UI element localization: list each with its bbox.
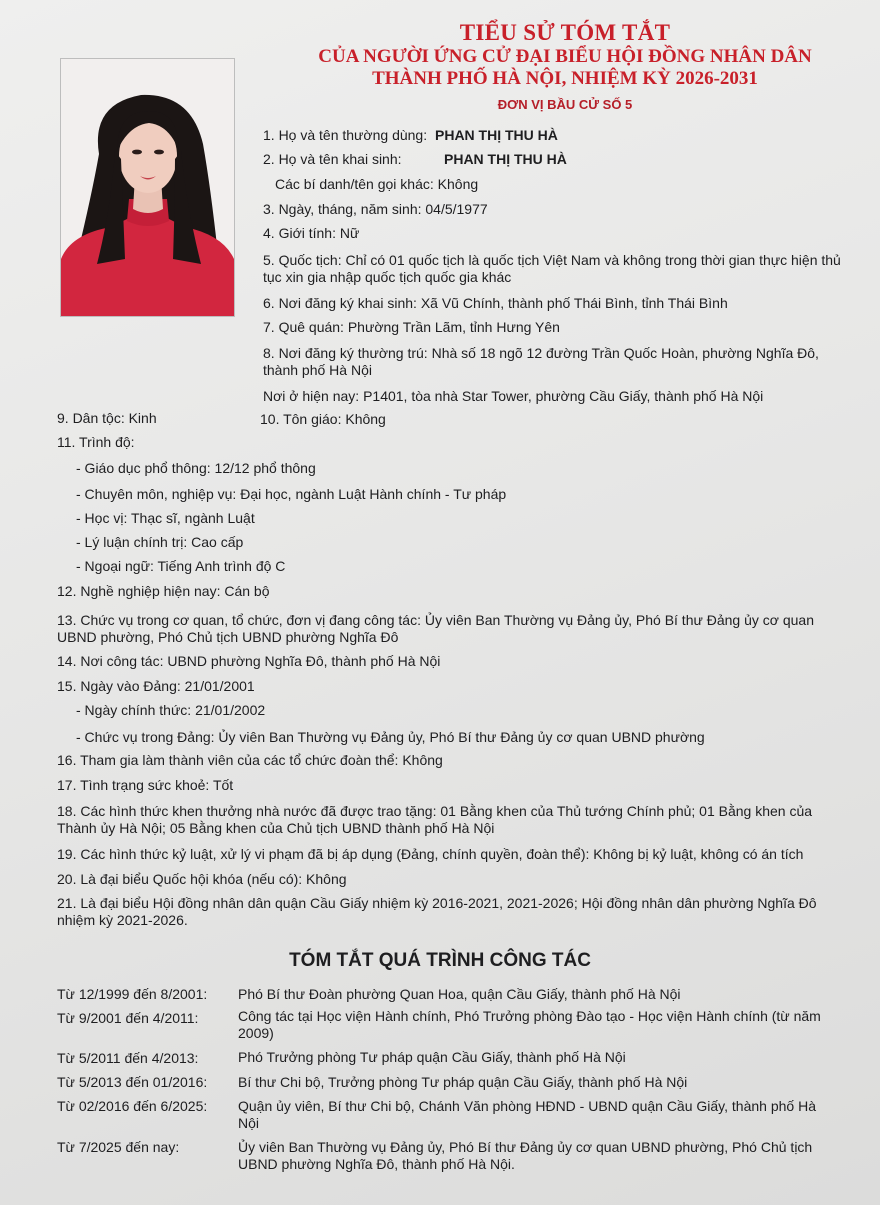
edu-degree: - Học vị: Thạc sĩ, ngành Luật	[76, 510, 255, 526]
common-name-label: 1. Họ và tên thường dùng:	[263, 127, 428, 143]
item-5: 5. Quốc tịch: Chỉ có 01 quốc tịch là quốc tịch Việt Nam và không trong thời gian thực hiện thủ tục xin gia nhập quốc tịch quốc gia khác	[263, 252, 841, 285]
item-3: 3. Ngày, tháng, năm sinh: 04/5/1977	[263, 201, 488, 217]
party-position: - Chức vụ trong Đảng: Ủy viên Ban Thường vụ Đảng ủy, Phó Bí thư Đảng ủy cơ quan UBND phường	[76, 729, 705, 745]
item-11: 11. Trình độ:	[57, 434, 135, 450]
item-1	[263, 127, 558, 144]
item-7: 7. Quê quán: Phường Trần Lãm, tỉnh Hưng Yên	[263, 319, 560, 335]
birth-name-label: 2. Họ và tên khai sinh:	[263, 151, 402, 167]
item-12: 12. Nghề nghiệp hiện nay: Cán bộ	[57, 583, 270, 599]
item-2	[263, 151, 567, 168]
work-period: Từ 9/2001 đến 4/2011:	[57, 1010, 199, 1026]
edu-politics: - Lý luận chính trị: Cao cấp	[76, 534, 244, 550]
item-21: 21. Là đại biểu Hội đồng nhân dân quận Cầu Giấy nhiệm kỳ 2016-2021, 2021-2026; Hội đồng nhân dân phường Nghĩa Đô nhiệm kỳ 2021-2026.	[57, 895, 817, 928]
work-period: Từ 7/2025 đến nay:	[57, 1139, 180, 1155]
document-subtitle-1: CỦA NGƯỜI ỨNG CỬ ĐẠI BIỂU HỘI ĐỒNG NHÂN DÂN	[318, 46, 812, 67]
work-description: Công tác tại Học viện Hành chính, Phó Trưởng phòng Đào tạo - Học viện Hành chính (từ năm 2009)	[238, 1008, 821, 1041]
item-6: 6. Nơi đăng ký khai sinh: Xã Vũ Chính, thành phố Thái Bình, tỉnh Thái Bình	[263, 295, 728, 311]
item-14: 14. Nơi công tác: UBND phường Nghĩa Đô, thành phố Hà Nội	[57, 653, 441, 669]
common-name-value: PHAN THỊ THU HÀ	[435, 127, 558, 143]
work-period: Từ 02/2016 đến 6/2025:	[57, 1098, 208, 1114]
edu-general: - Giáo dục phổ thông: 12/12 phổ thông	[76, 460, 316, 476]
item-9: 9. Dân tộc: Kinh	[57, 410, 157, 426]
item-8: 8. Nơi đăng ký thường trú: Nhà số 18 ngõ 12 đường Trần Quốc Hoàn, phường Nghĩa Đô, thành phố Hà Nội	[263, 345, 819, 378]
current-residence: Nơi ở hiện nay: P1401, tòa nhà Star Tower, phường Cầu Giấy, thành phố Hà Nội	[263, 388, 764, 404]
work-description: Phó Bí thư Đoàn phường Quan Hoa, quận Cầu Giấy, thành phố Hà Nội	[238, 986, 681, 1002]
work-period: Từ 5/2013 đến 01/2016:	[57, 1074, 208, 1090]
item-19: 19. Các hình thức kỷ luật, xử lý vi phạm đã bị áp dụng (Đảng, chính quyền, đoàn thể): Không bị kỷ luật, không có án tích	[57, 846, 804, 862]
item-4: 4. Giới tính: Nữ	[263, 225, 360, 241]
work-description: Ủy viên Ban Thường vụ Đảng ủy, Phó Bí thư Đảng ủy cơ quan UBND phường, Phó Chủ tịch UBND phường Nghĩa Đô, thành phố Hà Nội.	[238, 1139, 813, 1172]
work-period: Từ 12/1999 đến 8/2001:	[57, 986, 208, 1002]
portrait-photo	[60, 58, 235, 317]
work-history-title: TÓM TẮT QUÁ TRÌNH CÔNG TÁC	[289, 950, 591, 971]
document-subtitle-2: THÀNH PHỐ HÀ NỘI, NHIỆM KỲ 2026-2031	[372, 68, 758, 89]
item-16: 16. Tham gia làm thành viên của các tổ chức đoàn thể: Không	[57, 752, 443, 768]
edu-language: - Ngoại ngữ: Tiếng Anh trình độ C	[76, 558, 286, 574]
item-15: 15. Ngày vào Đảng: 21/01/2001	[57, 678, 255, 694]
work-description: Quận ủy viên, Bí thư Chi bộ, Chánh Văn phòng HĐND - UBND quận Cầu Giấy, thành phố Hà Nội	[238, 1098, 816, 1131]
work-period: Từ 5/2011 đến 4/2013:	[57, 1050, 199, 1066]
party-official-date: - Ngày chính thức: 21/01/2002	[76, 702, 266, 718]
item-13: 13. Chức vụ trong cơ quan, tổ chức, đơn vị đang công tác: Ủy viên Ban Thường vụ Đảng ủy, Phó Bí thư Đảng ủy cơ quan UBND phường, Phó Chủ tịch UBND phường Nghĩa Đô	[57, 612, 814, 645]
work-description: Bí thư Chi bộ, Trưởng phòng Tư pháp quận Cầu Giấy, thành phố Hà Nội	[238, 1074, 688, 1090]
alias-line: Các bí danh/tên gọi khác: Không	[275, 176, 479, 192]
portrait-icon	[61, 59, 234, 316]
item-18: 18. Các hình thức khen thưởng nhà nước đã được trao tặng: 01 Bằng khen của Thủ tướng Chính phủ; 01 Bằng khen của Thành ủy Hà Nội; 05 Bằng khen của Chủ tịch UBND thành phố Hà Nội	[57, 803, 813, 836]
document-title: TIỂU SỬ TÓM TẮT	[459, 20, 671, 45]
electoral-unit: ĐƠN VỊ BẦU CỬ SỐ 5	[497, 97, 633, 112]
work-description: Phó Trưởng phòng Tư pháp quận Cầu Giấy, thành phố Hà Nội	[238, 1049, 626, 1065]
birth-name-value: PHAN THỊ THU HÀ	[444, 151, 567, 167]
item-17: 17. Tình trạng sức khoẻ: Tốt	[57, 777, 234, 793]
item-20: 20. Là đại biểu Quốc hội khóa (nếu có): Không	[57, 871, 347, 887]
document-header	[300, 20, 830, 114]
item-10: 10. Tôn giáo: Không	[260, 411, 386, 427]
edu-major: - Chuyên môn, nghiệp vụ: Đại học, ngành Luật Hành chính - Tư pháp	[76, 486, 507, 502]
